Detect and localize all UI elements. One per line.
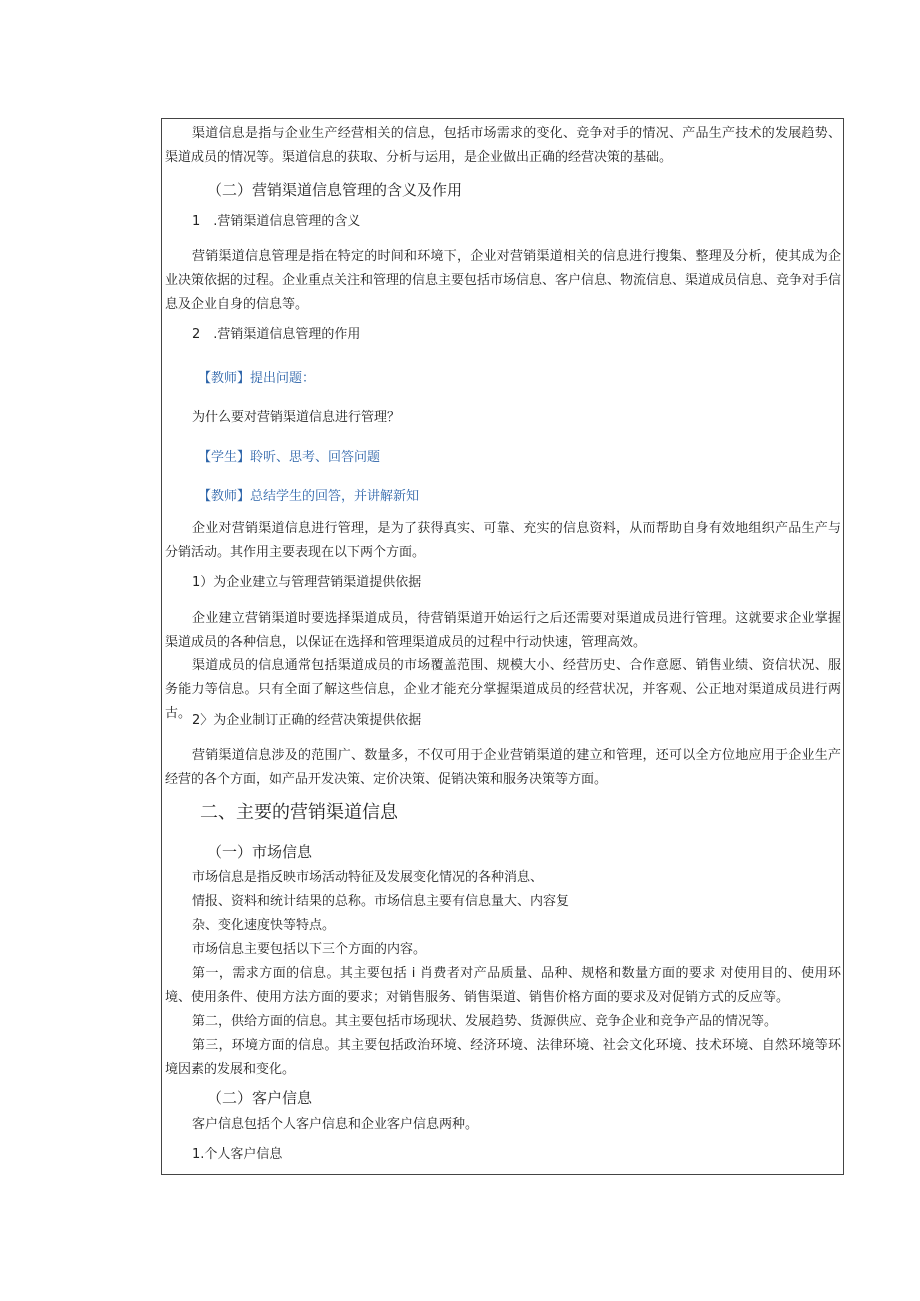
chapter-heading: 二、主要的营销渠道信息 [200,802,398,823]
paragraph-point-1a: 企业建立营销渠道时要选择渠道成员，待营销渠道开始运行之后还需要对渠道成员进行管理。这就要求企业掌握渠道成员的各种信息，以保证在选择和管理渠道成员的过程中行动快速，管理高效。 [165,611,841,650]
teacher-question-label: 【教师】提出问题： [198,371,316,386]
point-2-heading: 2〉为企业制订正确的经营决策提供依据 [192,713,422,728]
paragraph-definition: 营销渠道信息管理是指在特定的时间和环境下，企业对营销渠道相关的信息进行搜集、整理及分析，使其成为企业决策依据的过程。企业重点关注和管理的信息主要包括市场信息、客户信息、物流信息、渠道成员信息、竞争对手信息及企业自身的信息等。 [165,249,842,312]
point-1-heading: 1）为企业建立与管理营销渠道提供依据 [192,575,422,590]
customer-line-1: 客户信息包括个人客户信息和企业客户信息两种。 [192,1117,479,1132]
paragraph-point-2: 营销渠道信息涉及的范围广、数量多，不仅可用于企业营销渠道的建立和管理，还可以全方位地应用于企业生产经营的各个方面，如产品开发决策、定价决策、促销决策和服务决策等方面。 [165,748,841,787]
paragraph-purpose: 企业对营销渠道信息进行管理，是为了获得真实、可靠、充实的信息资料，从而帮助自身有效地组织产品生产与分销活动。其作用主要表现在以下两个方面。 [165,521,841,560]
section-market-info: （一）市场信息 [207,843,313,861]
student-activity-label: 【学生】聆听、思考、回答问题 [198,450,381,465]
question-text: 为什么要对营销渠道信息进行管理？ [192,410,401,425]
paragraph-demand: 第一，需求方面的信息。其主要包括 i 肖费者对产品质量、品种、规格和数量方面的要求 对使用目的、使用环境、使用条件、使用方法方面的要求；对销售服务、销售渠道、销售价格方面的要求及对促销方式的反应等。 [165,966,841,1005]
paragraph-channel-info: 渠道信息是指与企业生产经营相关的信息，包括市场需求的变化、竞争对手的情况、产品生产技术的发展趋势、渠道成员的情况等。渠道信息的获取、分析与运用，是企业做出正确的经营决策的基础。 [165,126,841,165]
subsection-1: 1 .营销渠道信息管理的含义 [192,214,361,229]
subsection-2: 2 .营销渠道信息管理的作用 [192,327,361,342]
section-heading-2: （二）营销渠道信息管理的含义及作用 [207,181,463,199]
paragraph-point-1b: 渠道成员的信息通常包括渠道成员的市场覆盖范围、规模大小、经营历史、合作意愿、销售业绩、资信状况、服务能力等信息。只有全面了解这些信息，企业才能充分掌握渠道成员的经营状况，并客观、公正地对渠道成员进行两古。 [165,658,841,721]
customer-line-2: 1.个人客户信息 [192,1147,283,1162]
market-line-4: 市场信息主要包括以下三个方面的内容。 [192,942,427,957]
market-line-1: 市场信息是指反映市场活动特征及发展变化情况的各种消息、 [192,870,544,885]
paragraph-supply: 第二，供给方面的信息。其主要包括市场现状、发展趋势、货源供应、竞争企业和竞争产品的情况等。 [192,1014,778,1029]
market-line-2: 情报、资料和统计结果的总称。市场信息主要有信息量大、内容复 [192,894,570,909]
paragraph-environment: 第三，环境方面的信息。其主要包括政治环境、经济环境、法律环境、社会文化环境、技术环境、自然环境等环境因素的发展和变化。 [165,1038,841,1077]
market-line-3: 杂、变化速度快等特点。 [192,918,336,933]
teacher-summary-label: 【教师】总结学生的回答，并讲解新知 [198,489,420,504]
section-customer-info: （二）客户信息 [207,1089,313,1107]
